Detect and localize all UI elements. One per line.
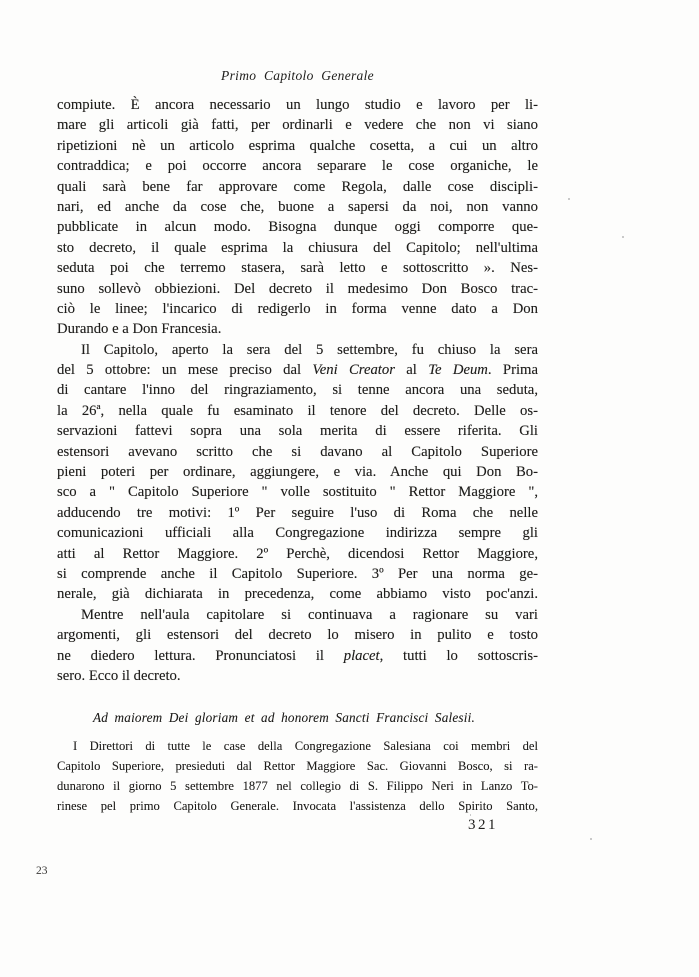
italic-text-segment: placet xyxy=(343,647,380,664)
signature-number: 23 xyxy=(36,865,48,877)
text-segment: di cantare l'inno del ringraziamento, si tenne ancora una seduta, xyxy=(57,382,538,399)
decree-text-block xyxy=(57,736,538,816)
running-header: Primo Capitolo Generale xyxy=(221,68,374,83)
text-line xyxy=(57,197,538,217)
text-line xyxy=(57,482,538,502)
text-segment: nerale, già dichiarata in precedenza, come abbiamo visto poc'anzi. xyxy=(57,586,538,603)
text-segment: sto decreto, il quale esprima la chiusura del Capitolo; nell'ultima xyxy=(57,239,538,256)
text-line xyxy=(57,503,538,523)
text-line xyxy=(57,625,538,645)
body-text-block xyxy=(57,95,538,686)
text-line xyxy=(57,796,538,816)
text-segment: del 5 ottobre: un mese preciso dal xyxy=(57,362,313,379)
text-segment: I Direttori di tutte le case della Congregazione Salesiana coi membri del xyxy=(73,739,538,753)
text-line xyxy=(57,319,538,339)
text-segment: rinese pel primo Capitolo Generale. Invocata l'assistenza dello Spirito Santo, xyxy=(57,799,538,813)
italic-text-segment: Te Deum xyxy=(428,362,488,379)
text-segment: Capitolo Superiore, presieduti dal Rettor Maggiore Sac. Giovanni Bosco, si ra- xyxy=(57,759,538,773)
text-line xyxy=(57,258,538,278)
text-line xyxy=(57,217,538,237)
text-segment: dunarono il giorno 5 settembre 1877 nel collegio di S. Filippo Neri in Lanzo To- xyxy=(57,779,538,793)
text-segment: mare gli articoli già fatti, per ordinarli e vedere che non vi siano xyxy=(57,117,538,134)
text-line xyxy=(57,666,538,686)
text-segment: . Prima xyxy=(487,362,538,379)
text-line xyxy=(57,756,538,776)
text-segment: sco a " Capitolo Superiore " volle sostituito " Rettor Maggiore ", xyxy=(57,484,538,501)
text-line xyxy=(57,605,538,625)
text-segment: , tutti lo sottoscris- xyxy=(379,647,539,664)
text-line xyxy=(57,380,538,400)
text-segment: atti al Rettor Maggiore. 2º Perchè, dicendosi Rettor Maggiore, xyxy=(57,545,538,562)
text-line xyxy=(57,115,538,135)
text-segment: nari, ed anche da cose che, buone a sapersi da noi, non vanno xyxy=(57,198,538,215)
text-line xyxy=(57,544,538,564)
text-line xyxy=(57,462,538,482)
text-segment: ne diedero lettura. Pronunciatosi il xyxy=(57,647,344,664)
text-segment: ripetizioni nè un articolo esprima qualche cosetta, a cui un altro xyxy=(57,137,538,154)
text-line xyxy=(57,442,538,462)
text-line xyxy=(57,156,538,176)
text-segment: pubblicate in alcun modo. Bisogna dunque oggi comporre que- xyxy=(57,219,538,236)
text-segment: Durando e a Don Francesia. xyxy=(57,321,222,338)
text-segment: compiute. È ancora necessario un lungo studio e lavoro per li- xyxy=(57,97,538,113)
text-line xyxy=(57,177,538,197)
text-line xyxy=(57,299,538,319)
text-segment: suno sollevò obbiezioni. Del decreto il medesimo Don Bosco trac- xyxy=(57,280,538,297)
text-line xyxy=(57,401,538,421)
text-line xyxy=(57,736,538,756)
text-segment: servazioni fattevi sopra una sola merita di essere riferita. Gli xyxy=(57,423,538,440)
text-segment: estensori avevano scritto che si davano al Capitolo Superiore xyxy=(57,443,538,460)
text-line xyxy=(57,95,538,115)
text-segment: la 26ª, nella quale fu esaminato il tenore del decreto. Delle os- xyxy=(57,402,538,419)
text-segment: Mentre nell'aula capitolare si continuava a ragionare su vari xyxy=(81,606,538,623)
text-line xyxy=(57,584,538,604)
scan-speck xyxy=(568,198,570,200)
text-line xyxy=(57,564,538,584)
text-segment: contraddica; e poi occorre ancora separare le cose organiche, le xyxy=(57,158,538,175)
italic-text-segment: Veni Creator xyxy=(312,362,395,379)
text-segment: al xyxy=(394,362,429,379)
page-number: 321 xyxy=(468,817,498,833)
text-segment: Il Capitolo, aperto la sera del 5 settembre, fu chiuso la sera xyxy=(81,341,538,358)
text-line xyxy=(57,776,538,796)
text-segment: pieni poteri per ordinare, aggiungere, e via. Anche qui Don Bo- xyxy=(57,464,538,481)
text-segment: seduta poi che terremo stasera, sarà letto e sottoscritto ». Nes- xyxy=(57,260,538,277)
text-segment: quali sarà bene far approvare come Regola, dalle cose discipli- xyxy=(57,178,538,195)
text-segment: comunicazioni ufficiali alla Congregazione indirizza sempre gli xyxy=(57,525,538,542)
text-line xyxy=(57,523,538,543)
text-segment: sero. Ecco il decreto. xyxy=(57,667,181,684)
text-line xyxy=(57,136,538,156)
text-line xyxy=(57,340,538,360)
text-segment: argomenti, gli estensori del decreto lo misero in pulito e tosto xyxy=(57,627,538,644)
decree-heading: Ad maiorem Dei gloriam et ad honorem Sancti Francisci Salesii. xyxy=(93,710,475,725)
text-line xyxy=(57,238,538,258)
scan-speck xyxy=(470,814,471,816)
text-segment: si comprende anche il Capitolo Superiore. 3º Per una norma ge- xyxy=(57,565,538,582)
text-line xyxy=(57,360,538,380)
scan-speck xyxy=(622,236,624,238)
text-line xyxy=(57,421,538,441)
scan-speck xyxy=(590,838,592,840)
text-line xyxy=(57,646,538,666)
text-line xyxy=(57,279,538,299)
text-segment: ciò le linee; l'incarico di redigerlo in forma venne dato a Don xyxy=(57,300,538,317)
text-segment: adducendo tre motivi: 1º Per seguire l'uso di Roma che nelle xyxy=(57,504,538,521)
